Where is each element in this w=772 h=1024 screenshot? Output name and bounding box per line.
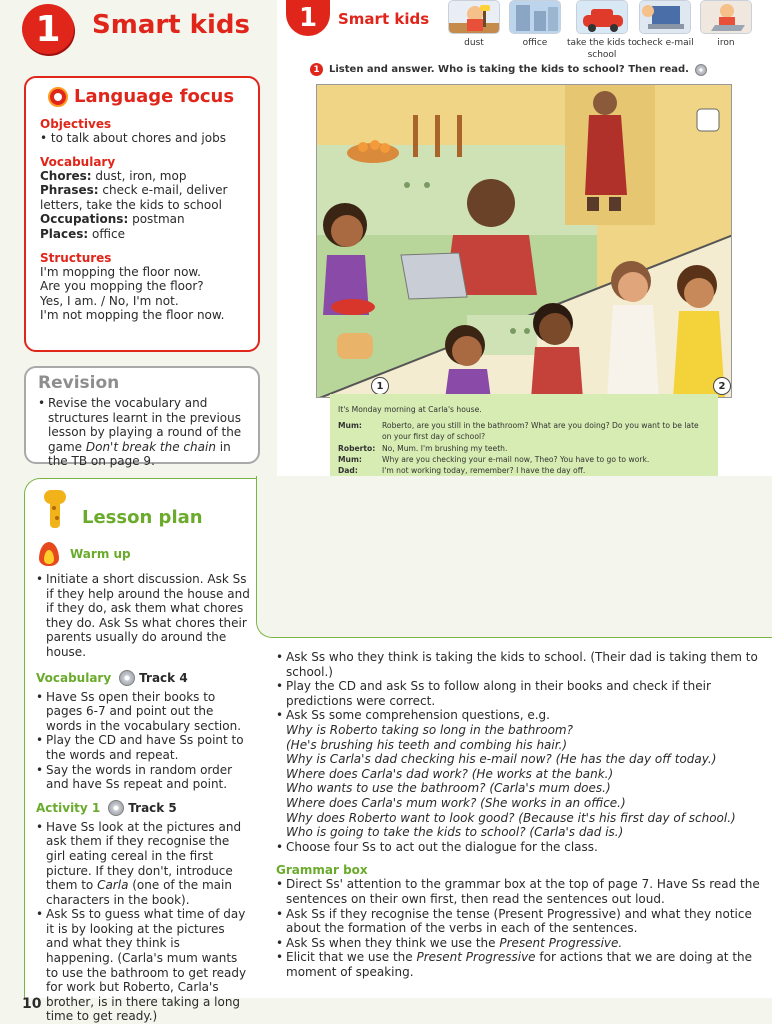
step-play-cd: • Play the CD and ask Ss to follow along in their books and check if their predictions were correct. xyxy=(276,679,762,708)
revision-text: • Revise the vocabulary and structures learnt in the previous lesson by playing a round of the game Don't break the chain in the TB on page 9. xyxy=(38,396,248,469)
question-1: Why is Roberto taking so long in the bathroom? xyxy=(286,722,573,737)
office-picture-icon xyxy=(509,0,561,34)
cd-icon xyxy=(695,64,707,76)
question-1-answer: (He's brushing his teeth and combing his hair.) xyxy=(286,737,568,752)
sb-title: Smart kids xyxy=(338,10,430,28)
step-act-out: • Choose four Ss to act out the dialogue for the class. xyxy=(276,840,762,855)
grammar-step-4: • Elicit that we use the Present Progressive for actions that we are doing at the moment of speaking. xyxy=(276,950,762,979)
dialogue-speaker: Mum: xyxy=(338,454,362,464)
grammar-step-1: • Direct Ss' attention to the grammar box at the top of page 7. Have Ss read the sentences on their own first, then read the sentences out loud. xyxy=(276,877,762,906)
objectives-text: • to talk about chores and jobs xyxy=(40,131,226,145)
dialogue-speaker: Mum: xyxy=(338,421,362,431)
iron-picture-icon xyxy=(700,0,752,34)
dialogue-text: No, Mum. I'm brushing my teeth. xyxy=(382,443,508,453)
vocab-dust: dust xyxy=(438,0,510,49)
vocab-take-kids: take the kids to school xyxy=(566,0,638,61)
kitchen-scene-image xyxy=(317,85,732,398)
cd-icon xyxy=(119,670,135,686)
sb-activity-instruction xyxy=(310,63,707,76)
laptop-picture-icon xyxy=(639,0,691,34)
chores-line: Chores: dust, iron, mop xyxy=(40,168,187,183)
instruction-text: Listen and answer. Who is taking the kids to school? Then read. xyxy=(329,64,689,75)
dialogue-line xyxy=(338,443,708,454)
activity-1-step-1: • Have Ss look at the pictures and ask them if they recognise the girl eating cereal in the first picture. If they don't, introduce them to Carla (one of the main characters in the book). xyxy=(36,820,250,908)
question-3: Where does Carla's dad work? (He works at the bank.) xyxy=(286,766,614,781)
lesson-plan-left-column xyxy=(36,540,250,1024)
question-5: Where does Carla's mum work? (She works in an office.) xyxy=(286,795,626,810)
question-6: Why does Roberto want to look good? (Because it's his first day of school.) xyxy=(286,810,736,825)
fire-icon xyxy=(36,540,62,568)
language-focus-icon xyxy=(48,87,68,107)
dialogue-text: Why are you checking your e-mail now, Theo? You have to go to work. xyxy=(382,454,650,464)
dialogue-intro: It's Monday morning at Carla's house. xyxy=(338,405,482,414)
giraffe-icon xyxy=(38,490,72,530)
occupations-line: Occupations: postman xyxy=(40,212,185,227)
vocabulary-step-2: • Play the CD and have Ss point to the words and repeat. xyxy=(36,733,250,762)
structure-2: Are you mopping the floor? xyxy=(40,279,204,294)
question-4: Who wants to use the bathroom? (Carla's mum does.) xyxy=(286,781,611,796)
dust-picture-icon xyxy=(448,0,500,34)
lesson-plan-title: Lesson plan xyxy=(82,506,203,528)
dialogue-text: I'm not working today, remember? I have the day off. xyxy=(382,466,586,476)
revision-box xyxy=(24,366,260,469)
vocab-office: office xyxy=(499,0,571,49)
activity-1-step-2: • Ask Ss to guess what time of day it is by looking at the pictures and what they think is happening. (Carla's mum wants to use the bathroom to get ready for work but Roberto, Carla's brother, is in there taking a long time to get ready.) xyxy=(36,907,250,1024)
structure-4: I'm not mopping the floor now. xyxy=(40,308,225,323)
objectives-heading: Objectives xyxy=(40,117,112,131)
revision-title: Revision xyxy=(38,373,120,393)
activity-1-heading: Activity 1 Track 5 xyxy=(36,800,177,815)
unit-title: Smart kids xyxy=(92,10,250,40)
lesson-plan-notch xyxy=(256,476,772,638)
panel-1-tag: 1 xyxy=(371,377,389,395)
vocabulary-section-heading: Vocabulary Track 4 xyxy=(36,670,188,685)
instruction-number: 1 xyxy=(310,63,323,76)
vocabulary-step-3: • Say the words in random order and have Ss repeat and point. xyxy=(36,763,250,792)
step-predict: • Ask Ss who they think is taking the kids to school. (Their dad is taking them to school.) xyxy=(276,650,762,679)
question-2: Why is Carla's dad checking his e-mail now? (He has the day off today.) xyxy=(286,752,717,767)
story-illustration xyxy=(316,84,732,398)
language-focus-box xyxy=(24,76,260,352)
dialogue-line xyxy=(338,420,708,442)
places-line: Places: office xyxy=(40,226,125,241)
phrases-line: Phrases: check e-mail, deliver letters, take the kids to school xyxy=(40,183,228,212)
sb-unit-badge: 1 xyxy=(286,0,330,36)
grammar-step-2: • Ask Ss if they recognise the tense (Present Progressive) and what they notice about the formation of the verbs in each of the sentences. xyxy=(276,907,762,936)
vocab-iron: iron xyxy=(690,0,762,49)
cd-icon xyxy=(108,800,124,816)
step-questions: • Ask Ss some comprehension questions, e.g. xyxy=(276,708,762,723)
structures-heading: Structures xyxy=(40,250,112,265)
dialogue-line xyxy=(338,465,708,476)
car-picture-icon xyxy=(576,0,628,34)
warm-up-text: • Initiate a short discussion. Ask Ss if they help around the house and if they do, ask them what chores they do. Ask Ss what chores their parents usually do around the house. xyxy=(36,572,250,660)
page-number: 10 xyxy=(22,996,42,1012)
structure-3: Yes, I am. / No, I'm not. xyxy=(40,293,179,308)
warm-up-heading: Warm up xyxy=(36,540,250,568)
grammar-step-3: • Ask Ss when they think we use the Present Progressive. xyxy=(276,936,762,951)
vocabulary-heading: Vocabulary xyxy=(40,154,116,169)
question-7: Who is going to take the kids to school? (Carla's dad is.) xyxy=(286,825,624,840)
lesson-plan-right-column xyxy=(276,650,762,979)
grammar-box-heading: Grammar box xyxy=(276,863,368,878)
vocab-check-email: check e-mail xyxy=(629,0,701,49)
dialogue-line xyxy=(338,454,708,465)
dialogue-speaker: Dad: xyxy=(338,466,358,476)
language-focus-title: Language focus xyxy=(74,86,235,107)
structure-1: I'm mopping the floor now. xyxy=(40,264,201,279)
dialogue-text: Roberto, are you still in the bathroom? What are you doing? Do you want to be late on your first day of school? xyxy=(382,421,699,442)
vocabulary-step-1: • Have Ss open their books to pages 6-7 and point out the words in the vocabulary section. xyxy=(36,690,250,734)
dialogue-speaker: Roberto: xyxy=(338,443,376,453)
unit-number-badge: 1 xyxy=(22,4,74,54)
panel-2-tag: 2 xyxy=(713,377,731,395)
